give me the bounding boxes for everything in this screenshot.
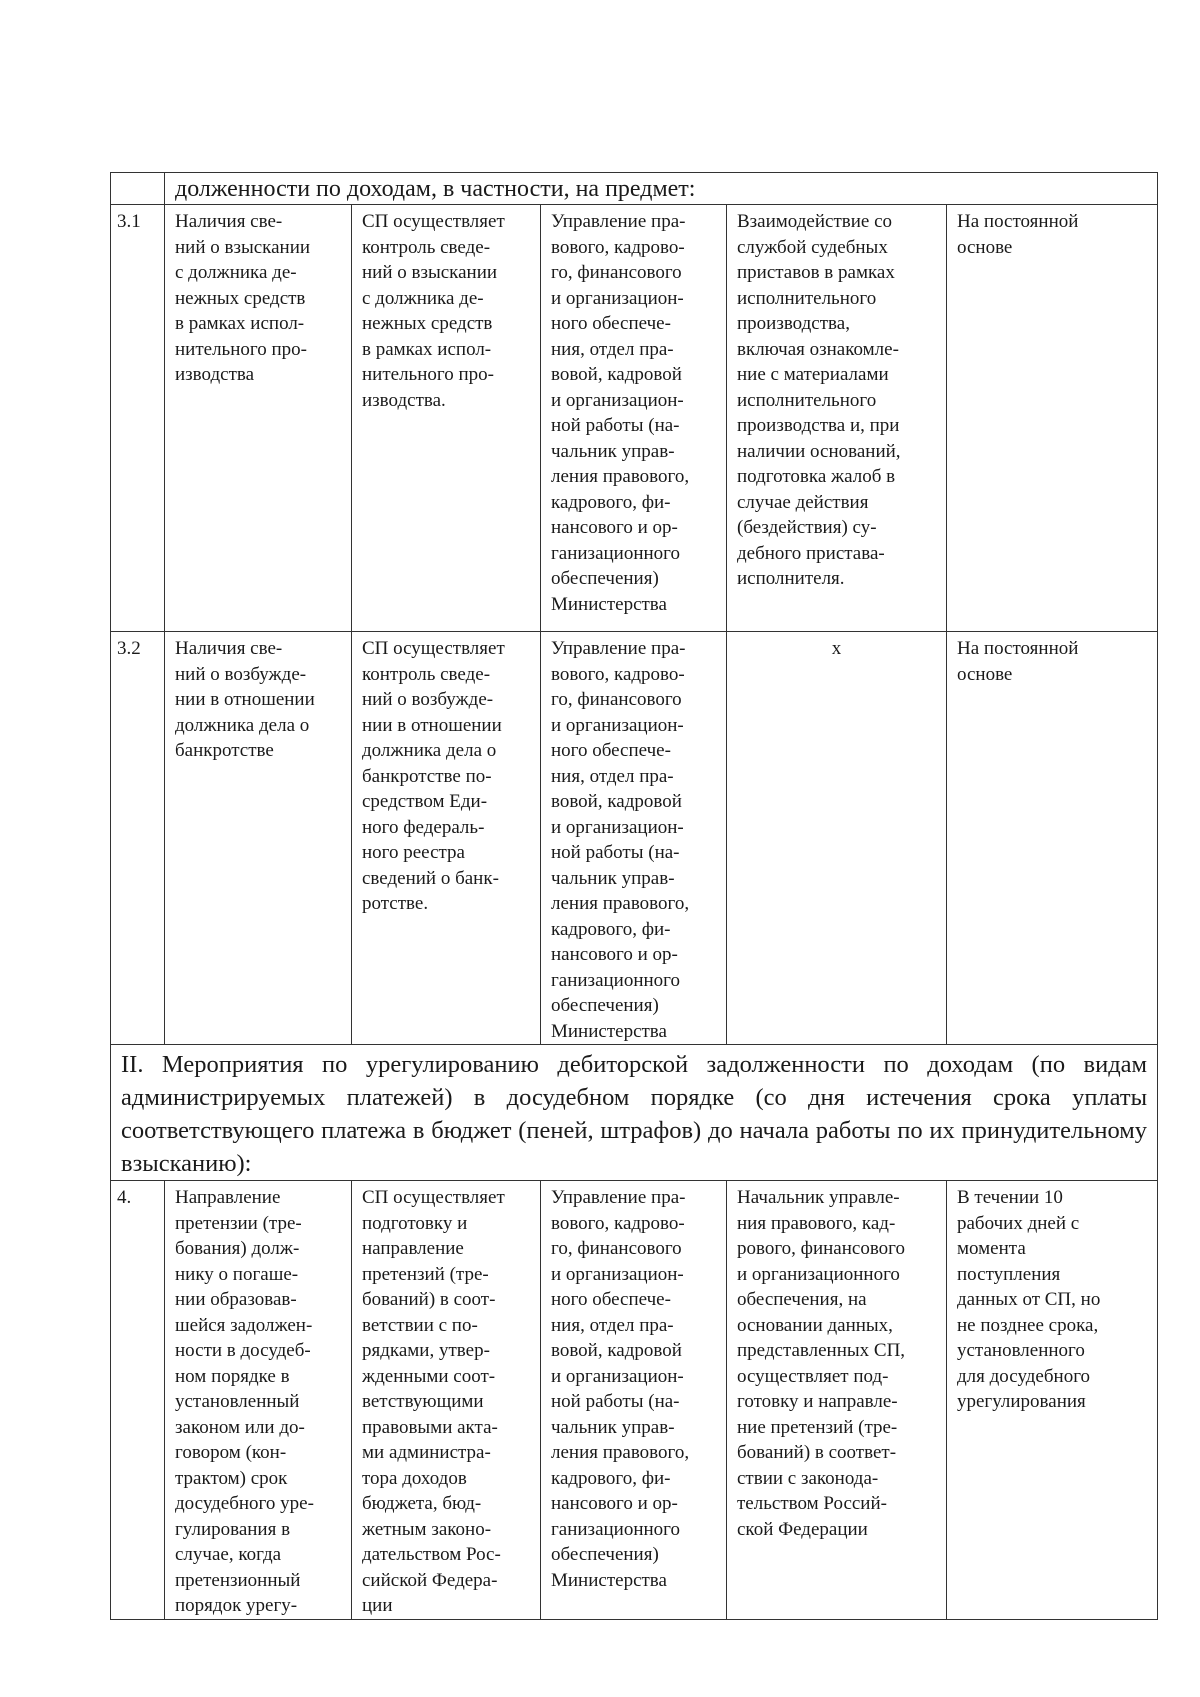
table-row [111, 1181, 1158, 1620]
method-text: Начальник управле- ния правового, кад- рового, финансового и организационного обеспечения, на основании данных, представленных СП, осуществляет под- готовку и направле- ние претензий (тре- бований) в соответ- ствии с законода- тельством Россий- ской Федерации [737, 1187, 906, 1540]
measure-cell [165, 632, 352, 1045]
measure-cell [165, 1181, 352, 1620]
continuation-text: долженности по доходам, в частности, на предмет: [165, 173, 1158, 205]
measure-text: Направление претензии (тре- бования) долж- нику о погаше- нии образовав- шейся задолжен- ности в досудеб- ном порядке в установленный законом или до- говором (кон- трактом) срок досудебного уре- гулирования в случае, когда претензионный порядок урегу- [175, 1187, 314, 1616]
method-cell [727, 632, 947, 1045]
action-text: СП осуществляет контроль сведе- ний о взыскании с должника де- нежных средств в рамках испол- нительного про- изводства. [362, 211, 505, 411]
section-row [111, 1045, 1158, 1181]
continuation-row [111, 173, 1158, 205]
method-cell [727, 1181, 947, 1620]
table-row [111, 632, 1158, 1045]
action-cell [352, 632, 541, 1045]
action-text: СП осуществляет подготовку и направление претензий (тре- бований) в соот- ветствии с по- рядками, утвер- жденными соот- ветствующими правовыми акта- ми администра- тора доходов бюджета, бюд- жетным законо- дательством Рос- сийской Федера- ции [362, 1187, 505, 1616]
measure-text: Наличия све- ний о взыскании с должника де- нежных средств в рамках испол- нительного про- изводства [175, 211, 311, 385]
deadline-cell [947, 1181, 1158, 1620]
row-number: 3.2 [111, 632, 165, 1045]
method-cell [727, 205, 947, 632]
method-text: Взаимодействие со службой судебных приставов в рамках исполнительного производства, включая ознакомле- ние с материалами исполнительного производства и, при наличии оснований, подготовка жалоб в случае действия (бездействия) су- дебного пристава- исполнителя. [737, 211, 901, 589]
deadline-cell [947, 205, 1158, 632]
deadline-text: На постоянной основе [957, 638, 1079, 685]
row-number: 3.1 [111, 205, 165, 632]
responsible-cell [541, 205, 727, 632]
measure-text: Наличия све- ний о возбужде- нии в отношении должника дела о банкротстве [175, 638, 315, 761]
deadline-cell [947, 632, 1158, 1045]
responsible-text: Управление пра- вового, кадрово- го, финансового и организацион- ного обеспече- ния, отдел пра- вовой, кадровой и организацион- ной работы (на- чальник управ- ления правового, кадрового, фи- нансового и ор- ганизационного обеспечения) Министерства [551, 638, 690, 1042]
empty-number-cell [111, 173, 165, 205]
deadline-text: На постоянной основе [957, 211, 1079, 258]
deadline-text: В течении 10 рабочих дней с момента поступления данных от СП, но не позднее срока, установленного для досудебного урегулирования [957, 1187, 1101, 1412]
method-text: х [831, 638, 842, 659]
table-row [111, 205, 1158, 632]
action-text: СП осуществляет контроль сведе- ний о возбужде- нии в отношении должника дела о банкротстве по- средством Еди- ного федераль- ного реестра сведений о банк- ротстве. [362, 638, 505, 914]
action-cell [352, 205, 541, 632]
action-cell [352, 1181, 541, 1620]
responsible-text: Управление пра- вового, кадрово- го, финансового и организацион- ного обеспече- ния, отдел пра- вовой, кадровой и организацион- ной работы (на- чальник управ- ления правового, кадрового, фи- нансового и ор- ганизационного обеспечения) Министерства [551, 211, 690, 615]
row-number: 4. [111, 1181, 165, 1620]
responsible-cell [541, 632, 727, 1045]
section-title: II. Мероприятия по урегулированию дебиторской задолженности по доходам (по видам администрируемых платежей) в досудебном порядке (со дня истечения срока уплаты соответствующего платежа в бюджет (пеней, штрафов) до начала работы по их принудительному взысканию): [111, 1045, 1158, 1181]
measures-table [110, 172, 1158, 1620]
responsible-text: Управление пра- вового, кадрово- го, финансового и организацион- ного обеспече- ния, отдел пра- вовой, кадровой и организацион- ной работы (на- чальник управ- ления правового, кадрового, фи- нансового и ор- ганизационного обеспечения) Министерства [551, 1187, 690, 1591]
responsible-cell [541, 1181, 727, 1620]
measure-cell [165, 205, 352, 632]
